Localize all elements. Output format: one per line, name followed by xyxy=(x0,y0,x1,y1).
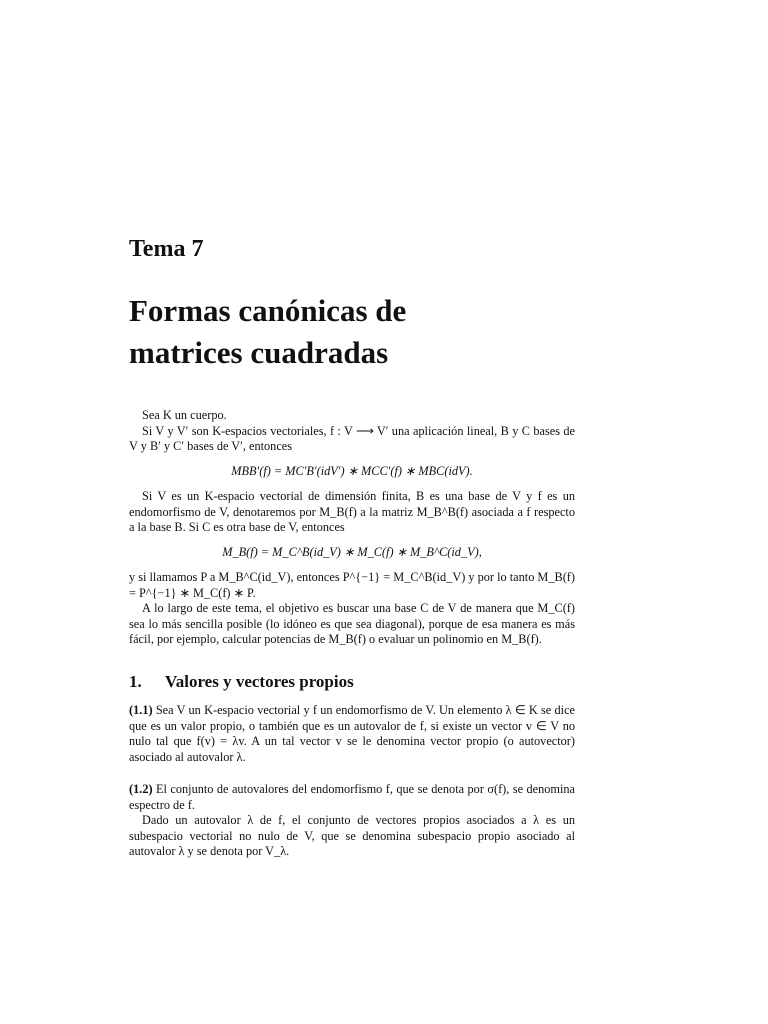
intro-line-1: Sea K un cuerpo. xyxy=(142,408,227,422)
section-number: 1. xyxy=(129,671,142,691)
item-1-1 xyxy=(129,703,575,765)
equation-1: MBB′(f) = MC′B′(idV′) ∗ MCC′(f) ∗ MBC(idV). xyxy=(231,463,473,478)
item-1-2-text-2: Dado un autovalor λ de f, el conjunto de vectores propios asociados a λ es un subespacio vectorial no nulo de V, que se denomina subespacio propio asociado al autovalor λ y se denota por V_λ. xyxy=(129,813,575,858)
section-title: Valores y vectores propios xyxy=(165,671,354,691)
chapter-title xyxy=(129,290,649,374)
item-1-2-text: El conjunto de autovalores del endomorfismo f, que se denota por σ(f), se denomina espectro de f. xyxy=(129,782,575,812)
paragraph-2: Si V es un K-espacio vectorial de dimensión finita, B es una base de V y f es un endomorfismo de V, denotaremos por M_B(f) a la matriz M_B^B(f) asociada a f respecto a la base B. Si C es otra base de V, entonces xyxy=(129,489,575,534)
equation-2: M_B(f) = M_C^B(id_V) ∗ M_C(f) ∗ M_B^C(id_V), xyxy=(222,544,482,559)
item-1-2-label: (1.2) xyxy=(129,782,153,796)
paragraph-4: A lo largo de este tema, el objetivo es buscar una base C de V de manera que M_C(f) sea lo más sencilla posible (lo idóneo es que sea diagonal), porque de esa manera es más fácil, por ejemplo, calcular potencias de M_B(f) o evaluar un polinomio en M_B(f). xyxy=(129,601,575,646)
title-line-1: Formas canónicas de xyxy=(129,293,407,328)
paragraph-3: y si llamamos P a M_B^C(id_V), entonces P^{−1} = M_C^B(id_V) y por lo tanto M_B(f) = P^{−1} ∗ M_C(f) ∗ P. xyxy=(129,570,575,600)
chapter-heading: Tema 7 xyxy=(129,236,204,262)
item-1-1-label: (1.1) xyxy=(129,703,153,717)
item-1-1-text: Sea V un K-espacio vectorial y f un endomorfismo de V. Un elemento λ ∈ K se dice que es un valor propio, o también que es un autovalor de f, si existe un vector v ∈ V no nulo tal que f(v) = λv. A un tal vector v se le denomina vector propio (o autovector) asociado al autovalor λ. xyxy=(129,703,575,764)
section-heading xyxy=(129,671,575,691)
intro-paragraph: Si V y V′ son K-espacios vectoriales, f : V ⟶ V′ una aplicación lineal, B y C bases de V y B′ y C′ bases de V′, entonces xyxy=(129,423,575,453)
body-text xyxy=(129,408,575,860)
title-line-2: matrices cuadradas xyxy=(129,335,389,370)
item-1-2 xyxy=(129,782,575,813)
